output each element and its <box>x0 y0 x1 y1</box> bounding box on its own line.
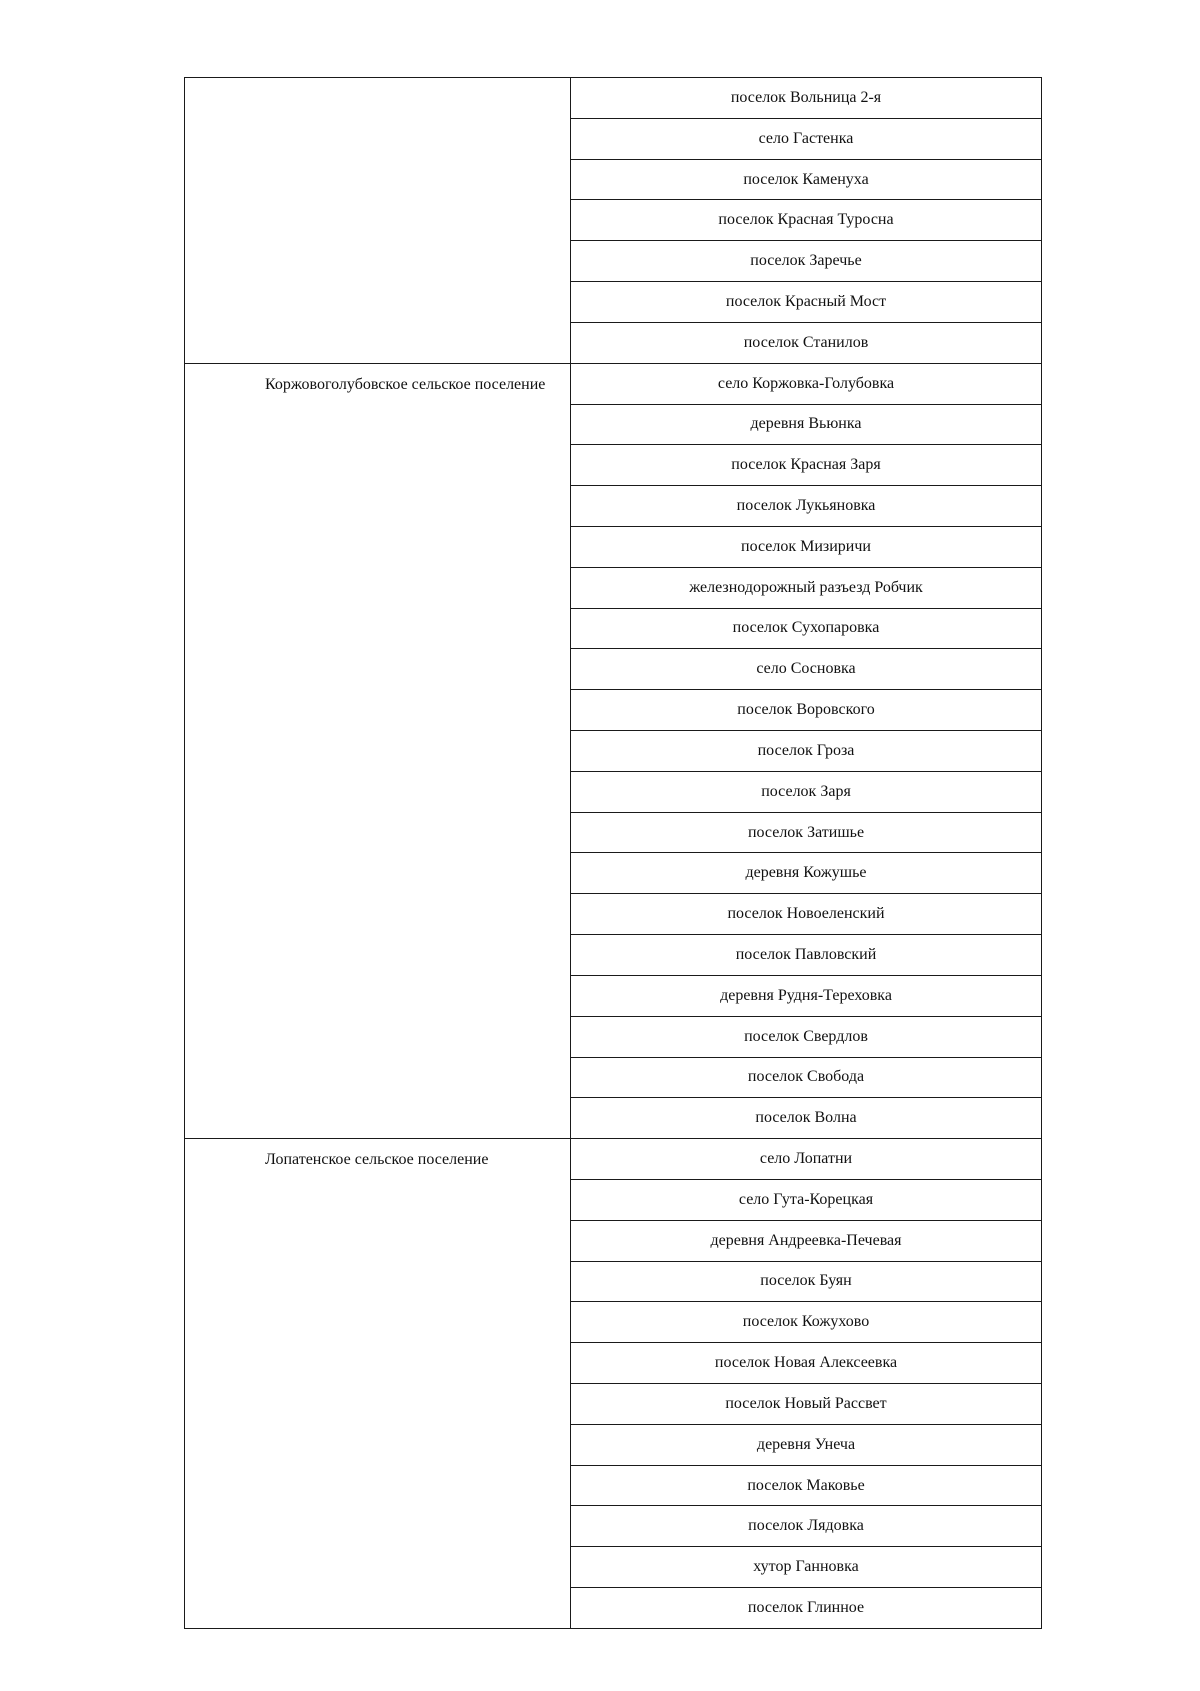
table-row <box>185 363 1042 404</box>
settlements-table-body <box>185 78 1042 1629</box>
settlement-name: село Сосновка <box>571 649 1042 690</box>
settlement-name: железнодорожный разъезд Робчик <box>571 567 1042 608</box>
settlement-name: поселок Красная Заря <box>571 445 1042 486</box>
settlement-name: поселок Красный Мост <box>571 282 1042 323</box>
settlement-name: поселок Волна <box>571 1098 1042 1139</box>
settlement-name: поселок Новый Рассвет <box>571 1384 1042 1425</box>
settlement-name: поселок Лядовка <box>571 1506 1042 1547</box>
settlement-name: поселок Вольница 2-я <box>571 78 1042 119</box>
settlement-name: село Лопатни <box>571 1139 1042 1180</box>
settlement-name: поселок Мизиричи <box>571 526 1042 567</box>
settlement-name: поселок Свобода <box>571 1057 1042 1098</box>
settlement-name: село Гута-Корецкая <box>571 1179 1042 1220</box>
settlement-name: поселок Буян <box>571 1261 1042 1302</box>
settlement-name: деревня Рудня-Тереховка <box>571 975 1042 1016</box>
settlement-group-cell <box>185 363 571 1138</box>
settlement-name: поселок Кожухово <box>571 1302 1042 1343</box>
settlement-group-name: Лопатенское сельское поселение <box>265 1151 489 1169</box>
settlement-group-name <box>185 78 570 88</box>
settlement-name: поселок Лукьяновка <box>571 486 1042 527</box>
settlements-table <box>184 77 1042 1629</box>
settlement-name: поселок Заречье <box>571 241 1042 282</box>
settlement-name: хутор Ганновка <box>571 1547 1042 1588</box>
settlement-name: поселок Красная Туросна <box>571 200 1042 241</box>
settlement-group-name: Коржовоголубовское сельское поселение <box>265 375 546 393</box>
settlement-name: поселок Свердлов <box>571 1016 1042 1057</box>
table-row <box>185 78 1042 119</box>
settlement-group-cell <box>185 78 571 364</box>
settlement-name: деревня Унеча <box>571 1424 1042 1465</box>
settlement-name: поселок Каменуха <box>571 159 1042 200</box>
settlement-name: деревня Андреевка-Печевая <box>571 1220 1042 1261</box>
settlement-name: поселок Новая Алексеевка <box>571 1343 1042 1384</box>
table-row <box>185 1139 1042 1180</box>
settlement-name: поселок Станилов <box>571 322 1042 363</box>
settlement-name: деревня Кожушье <box>571 853 1042 894</box>
settlement-name: деревня Вьюнка <box>571 404 1042 445</box>
settlement-name: поселок Воровского <box>571 690 1042 731</box>
settlement-name: поселок Глинное <box>571 1588 1042 1629</box>
settlement-name: село Гастенка <box>571 118 1042 159</box>
settlement-name: поселок Сухопаровка <box>571 608 1042 649</box>
settlement-name: поселок Заря <box>571 771 1042 812</box>
settlement-name: поселок Гроза <box>571 731 1042 772</box>
settlement-group-cell <box>185 1139 571 1629</box>
settlement-name: село Коржовка-Голубовка <box>571 363 1042 404</box>
settlement-name: поселок Маковье <box>571 1465 1042 1506</box>
settlement-name: поселок Новоеленский <box>571 894 1042 935</box>
settlement-name: поселок Затишье <box>571 812 1042 853</box>
settlement-name: поселок Павловский <box>571 935 1042 976</box>
